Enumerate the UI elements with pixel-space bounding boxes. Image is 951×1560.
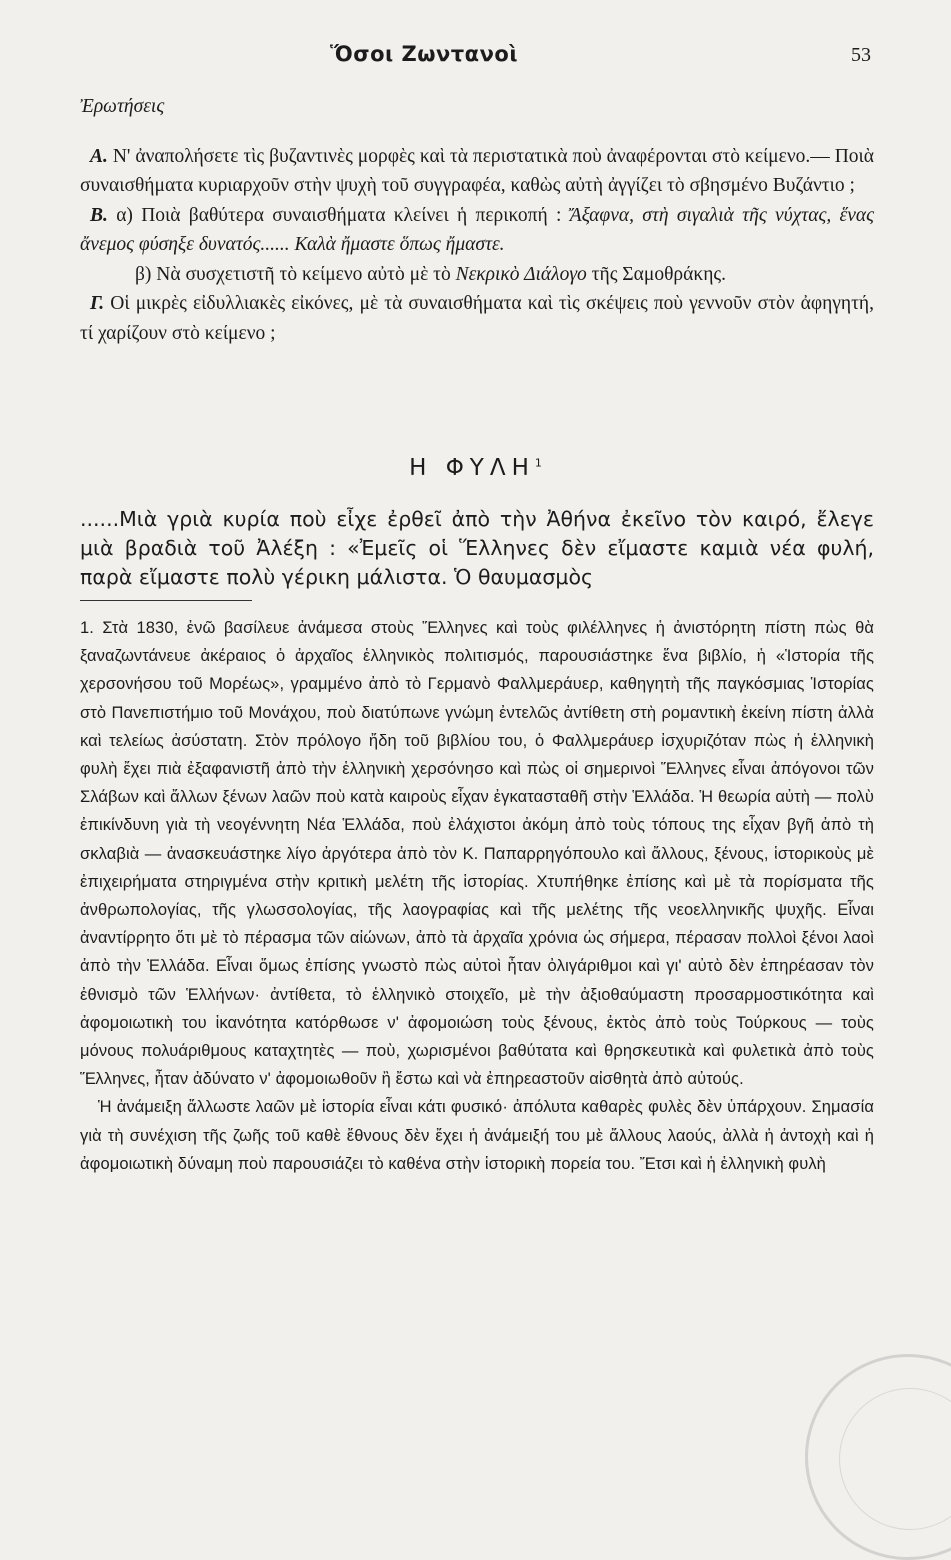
question-b-text-2: β) Νὰ συσχετιστῆ τὸ κείμενο αὐτὸ μὲ τὸ	[135, 263, 451, 285]
chapter-title	[0, 455, 951, 481]
question-b-part-2	[80, 260, 874, 290]
chapter-title-text: Η ΦΥΛΗ	[409, 455, 535, 481]
page-number: 53	[851, 44, 871, 66]
question-a	[80, 142, 874, 201]
body-paragraph: ......Μιὰ γριὰ κυρία ποὺ εἶχε ἐρθεῖ ἀπὸ τὴν Ἀθήνα ἐκεῖνο τὸν καιρό, ἔλεγε μιὰ βραδιὰ τοῦ Ἀλέξη : «Ἐμεῖς οἱ Ἕλληνες δὲν εἴμαστε καμιὰ νέα φυλή, παρὰ εἴμαστε πολὺ γέρικη μάλιστα. Ὁ θαυμασμὸς	[80, 507, 874, 589]
question-a-label: Α.	[90, 145, 108, 167]
footnote-marker: 1	[534, 456, 542, 470]
question-b-text-1: α) Ποιὰ βαθύτερα συναισθήματα κλείνει ἡ περικοπή :	[116, 204, 562, 226]
question-b-text-3: τῆς Σαμοθράκης.	[591, 263, 726, 285]
question-c-label: Γ.	[90, 293, 105, 314]
question-a-text: Ν' ἀναπολήσετε τὶς βυζαντινὲς μορφὲς καὶ τὰ περιστατικὰ ποὺ ἀναφέρονται στὸ κείμενο.— Ποιὰ συναισθήματα κυριαρχοῦν στὴν ψυχὴ τοῦ συγγραφέα, καθὼς αὐτὴ ἀγγίζει τὸ σβησμένο Βυζάντιο ;	[80, 145, 874, 196]
question-c-text: Οἱ μικρὲς εἰδυλλιακὲς εἰκόνες, μὲ τὰ συναισθήματα καὶ τὶς σκέψεις ποὺ γεννοῦν στὸν ἀφηγητή, τί χαρίζουν στὸ κείμενο ;	[80, 293, 875, 344]
page-header	[0, 42, 951, 78]
footnote-paragraph-1: 1. Στὰ 1830, ἐνῶ βασίλευε ἀνάμεσα στοὺς Ἕλληνες καὶ τοὺς φιλέλληνες ἡ ἀνιστόρητη πίστη πὼς θὰ ξαναζωντάνευε ἀκέραιος ὁ ἀρχαῖος ἑλληνικὸς πολιτισμός, παρουσιάστηκε ἕνα βιβλίο, ἡ «Ἱστορία τῆς χερσονήσου τοῦ Μορέως», γραμμένο ἀπὸ τὸ Γερμανὸ Φαλλμεράυερ, καθηγητὴ τῆς παγκόσμιας Ἱστορίας στὸ Πανεπιστήμιο τοῦ Μονάχου, ποὺ διατύπωνε γνώμη ἐντελῶς ἀντίθετη στὴ ρομαντικὴ ἐκείνη πίστη ἀλλὰ καὶ τελείως ἀσύστατη. Στὸν πρόλογο ἤδη τοῦ βιβλίου του, ὁ Φαλλμεράυερ ἰσχυριζόταν πὼς ἡ ἑλληνικὴ φυλὴ ἔχει πιὰ ἐξαφανιστῆ ἀπὸ τὴν ἑλληνικὴ χερσόνησο καὶ πὼς οἱ σημερινοὶ Ἕλληνες εἶναι ἀπόγονοι τῶν Σλάβων καὶ ἄλλων ξένων λαῶν ποὺ κατὰ καιροὺς εἶχαν ἐγκατασταθῆ στὴν Ἑλλάδα. Ἡ θεωρία αὐτὴ — πολὺ ἐπικίνδυνη γιὰ τὴ νεογέννητη Νέα Ἑλλάδα, ποὺ ἐλάχιστοι ἀκόμη ἀπὸ τοὺς τόπους της εἶχαν βγῆ ἀπὸ τὴ σκλαβιὰ — ἀνασκευάστηκε λίγο ἀργότερα ἀπὸ τὸν Κ. Παπαρρηγόπουλο καὶ ἄλλους, ξένους, ἱστορικοὺς μὲ ἐπιχειρήματα στηριγμένα στὴν κριτικὴ μελέτη τῆς ἱστορίας. Χτυπήθηκε ἐπίσης καὶ μὲ τὰ πορίσματα τῆς ἀνθρωπολογίας, τῆς γλωσσολογίας, τῆς λαογραφίας καὶ τῆς μελέτης τῆς νεοελληνικῆς ψυχῆς. Εἶναι ἀναντίρρητο ὅτι μὲ τὸ πέρασμα τῶν αἰώνων, ἀπὸ τὰ ἀρχαῖα χρόνια ὡς σήμερα, πέρασαν πολλοὶ ξένοι λαοὶ ἀπὸ τὴν Ἑλλάδα. Εἶναι ὅμως ἐπίσης γνωστὸ πὼς αὐτοὶ ἦταν ὀλιγάριθμοι καὶ γι' αὐτὸ δὲν ἐπηρέασαν τὸν ἐθνισμὸ τῶν Ἑλλήνων· ἀντίθετα, τὸ ἑλληνικὸ στοιχεῖο, μὲ τὴν ἀξιοθαύμαστη προσαρμοστικότητα καὶ ἀφομοιωτικὴ του ἱκανότητα κατόρθωσε ν' ἀφομοιώση τοὺς ξένους, ἐκτὸς ἀπὸ τοὺς Τούρκους — τοὺς μόνους πολυάριθμους καταχτητὲς — ποὺ, χωρισμένοι βαθύτατα καὶ θρησκευτικὰ καὶ φυλετικὰ ἀπὸ τοὺς Ἕλληνες, ἦταν ἀδύνατο ν' ἀφομοιωθοῦν ἢ ἔστω καὶ νὰ ἐπηρεαστοῦν αἰσθητὰ ἀπὸ αὐτούς.	[80, 619, 874, 1089]
questions-heading: Ἐρωτήσεις	[80, 96, 165, 117]
footnote-paragraph-2: Ἡ ἀνάμειξη ἄλλωστε λαῶν μὲ ἱστορία εἶναι κάτι φυσικό· ἀπόλυτα καθαρὲς φυλὲς δὲν ὑπάρχουν. Σημασία γιὰ τὴ συνέχιση τῆς ζωῆς τοῦ καθὲ ἔθνους δὲν ἔχει ἡ ἀνάμειξή του μὲ ἄλλους λαούς, ἀλλὰ ἡ ἀντοχὴ καὶ ἡ ἀφομοιωτικὴ δύναμη ποὺ παρουσιάζει τὸ καθένα στὴν ἱστορικὴ πορεία του. Ἔτσι καὶ ἡ ἑλληνικὴ φυλὴ	[80, 1098, 874, 1173]
question-b	[80, 201, 874, 260]
footnote-divider	[80, 600, 252, 601]
questions-section	[80, 92, 874, 348]
footnote-section	[80, 614, 874, 1178]
question-c	[80, 289, 874, 348]
question-b-quote: Ἄξαφνα, στὴ σιγαλιὰ τῆς νύχτας, ἕνας ἄνεμος φύσηξε δυνατός...... Καλὰ ἤμαστε ὅπως ἤμαστε.	[80, 204, 875, 255]
question-b-label: Β.	[90, 204, 108, 226]
running-title: Ὅσοι Ζωντανοὶ	[330, 42, 519, 66]
question-b-work: Νεκρικὸ Διάλογο	[455, 263, 587, 285]
